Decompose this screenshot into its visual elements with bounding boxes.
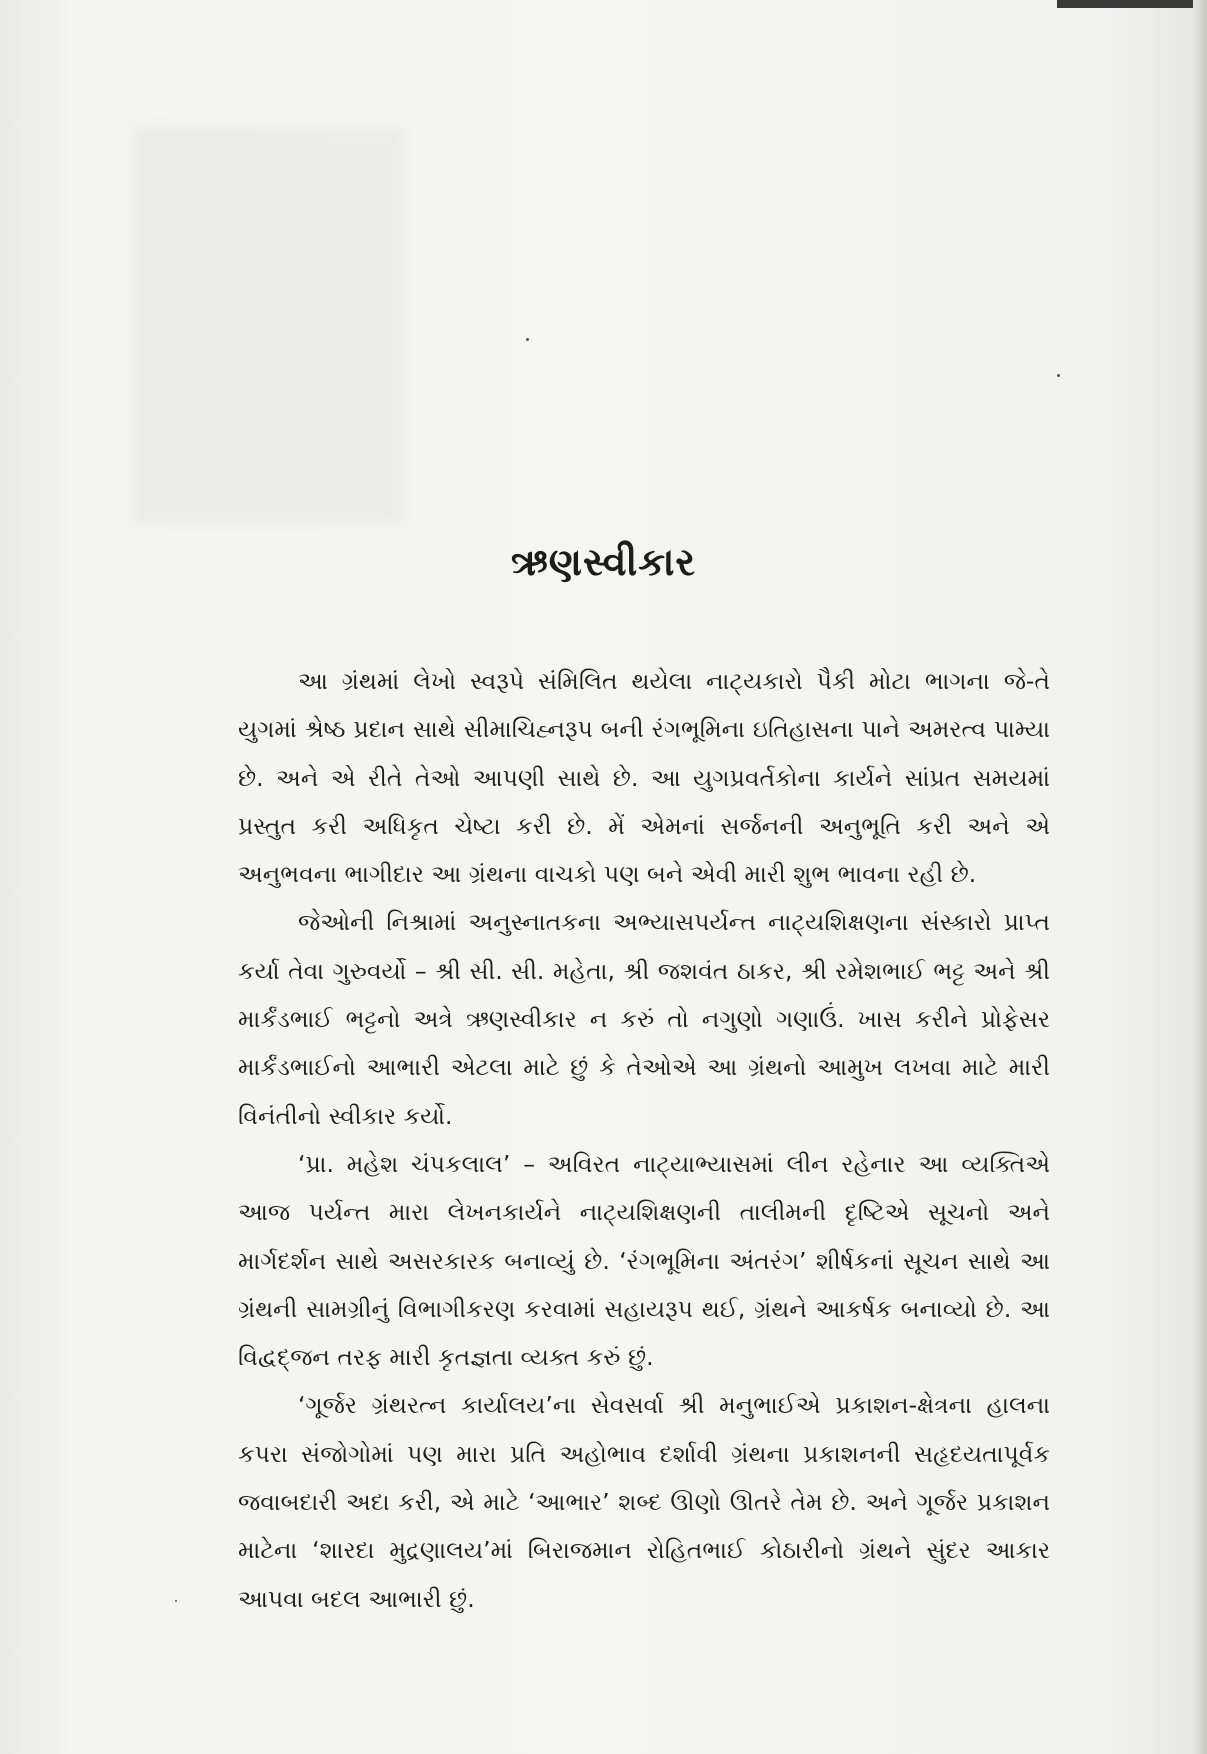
dust-speck bbox=[1057, 374, 1060, 377]
page-title: ઋણસ્વીકાર bbox=[510, 540, 697, 584]
paragraph-3: ‘પ્રા. મહેશ ચંપકલાલ’ – અવિરત નાટ્યાભ્યાસમાં લીન રહેનાર આ વ્યક્તિએ આજ પર્યન્ત મારા લેખનકાર્યને નાટ્યશિક્ષણની તાલીમની દૃષ્ટિએ સૂચનો અને માર્ગદર્શન સાથે અસરકારક બનાવ્યું છે. ‘રંગભૂમિના અંતરંગ’ શીર્ષકનાં સૂચન સાથે આ ગ્રંથની સામગ્રીનું વિભાગીકરણ કરવામાં સહાયરૂપ થઈ, ગ્રંથને આકર્ષક બનાવ્યો છે. આ વિદ્વદ્જન તરફ મારી કૃતજ્ઞતા વ્યક્ત કરું છું. bbox=[238, 1149, 1050, 1372]
dust-speck bbox=[175, 1600, 177, 1602]
show-through-shadow bbox=[135, 128, 405, 523]
paragraph-1: આ ગ્રંથમાં લેખો સ્વરૂપે સંમિલિત થયેલા નાટ્યકારો પૈકી મોટા ભાગના જે-તે યુગમાં શ્રેષ્ઠ પ્રદાન સાથે સીમાચિહ્નરૂપ બની રંગભૂમિના ઇતિહાસના પાને અમરત્વ પામ્યા છે. અને એ રીતે તેઓ આપણી સાથે છે. આ યુગપ્રવર્તકોના કાર્યને સાંપ્રત સમયમાં પ્રસ્તુત કરી અધિકૃત ચેષ્ટા કરી છે. મેં એમનાં સર્જનની અનુભૂતિ કરી અને એ અનુભવના ભાગીદાર આ ગ્રંથના વાચકો પણ બને એવી મારી શુભ ભાવના રહી છે. bbox=[238, 667, 1050, 889]
dust-speck bbox=[526, 338, 529, 341]
page-edge-shadow bbox=[1193, 0, 1207, 1754]
paragraph-4: ‘ગૂર્જર ગ્રંથરત્ન કાર્યાલય’ના સેવસર્વા શ્રી મનુભાઈએ પ્રકાશન-ક્ષેત્રના હાલના કપરા સંજોગોમાં પણ મારા પ્રતિ અહોભાવ દર્શાવી ગ્રંથના પ્રકાશનની સહૃદયતાપૂર્વક જવાબદારી અદા કરી, એ માટે ‘આભાર’ શબ્દ ઊણો ઊતરે તેમ છે. અને ગૂર્જર પ્રકાશન માટેના ‘શારદા મુદ્રણાલય’માં બિરાજમાન રોહિતભાઈ કોઠારીનો ગ્રંથને સુંદર આકાર આપવા બદલ આભારી છું. bbox=[238, 1391, 1050, 1613]
paragraph-2: જેઓની નિશ્રામાં અનુસ્નાતકના અભ્યાસપર્યન્ત નાટ્યશિક્ષણના સંસ્કારો પ્રાપ્ત કર્યા તેવા ગુરુવર્યો – શ્રી સી. સી. મહેતા, શ્રી જશવંત ઠાકર, શ્રી રમેશભાઈ ભટ્ટ અને શ્રી માર્કંડભાઈ ભટ્ટનો અત્રે ઋણસ્વીકાર ન કરું તો નગુણો ગણાઉં. ખાસ કરીને પ્રોફેસર માર્કંડભાઈનો આભારી એટલા માટે છું કે તેઓએ આ ગ્રંથનો આમુખ લખવા માટે મારી વિનંતીનો સ્વીકાર કર્યો. bbox=[238, 908, 1050, 1130]
body-text bbox=[238, 657, 1050, 1623]
scan-border-strip bbox=[1057, 0, 1207, 8]
